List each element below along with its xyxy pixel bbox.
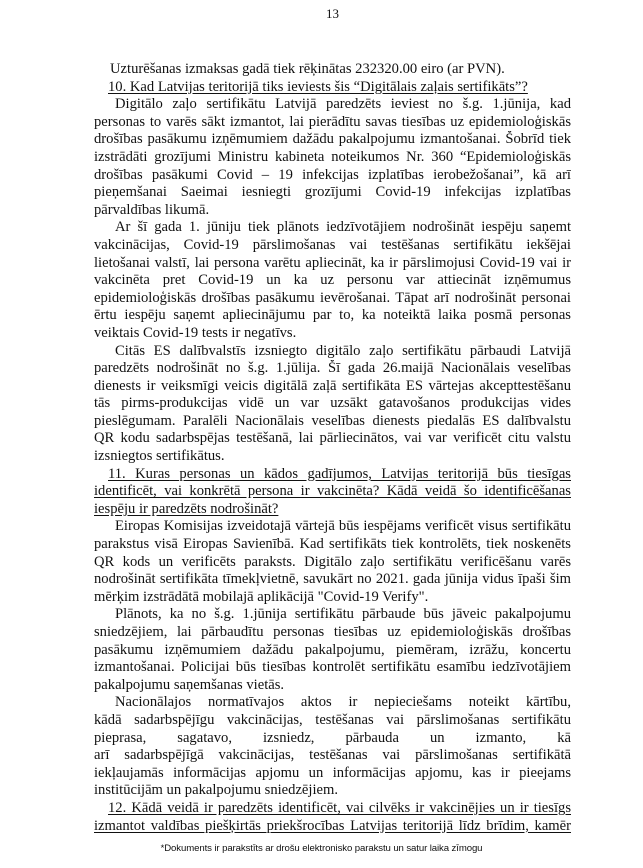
text-line-content: personas to varēs sākt izmantot, lai pierādītu savas tiesības uz epidemioloģiskās	[94, 113, 571, 130]
text-line-content: Digitālo zaļo sertifikātu Latvijā paredzēts ieviest no š.g. 1.jūnija, kad	[115, 96, 571, 113]
page-number: 13	[326, 6, 339, 21]
text-line	[94, 712, 571, 730]
text-line	[94, 360, 571, 378]
question-heading	[94, 800, 571, 835]
text-line-content: pieprasa, sagatavo, izsniedz, pārbauda un izmanto, kā	[94, 729, 571, 746]
text-line	[94, 395, 571, 413]
text-line-content: dienests ir veiksmīgi veicis digitālā zaļā sertifikāta ES vārtejas akcepttestēšanu	[94, 377, 571, 394]
text-line-content: pārvaldības likumā.	[94, 201, 210, 218]
text-line-content: tās pirms-produkcijas vidē un var uzsākt gatavošanos produkcijas vides	[94, 395, 571, 412]
text-line	[94, 677, 571, 695]
text-line	[94, 219, 571, 237]
text-line-content: mērķim izstrādātā mobilajā aplikācijā "Covid-19 Verify".	[94, 588, 429, 605]
text-line	[94, 747, 571, 765]
text-line	[94, 606, 571, 624]
text-line-content: veiktais Covid-19 tests ir negatīvs.	[94, 324, 297, 341]
text-line	[94, 114, 571, 132]
signature-footer-note: *Dokuments ir parakstīts ar drošu elektronisko parakstu un satur laika zīmogu	[160, 843, 483, 854]
text-line	[94, 483, 571, 501]
text-line-content: pakalpojumu saņemšanas vietās.	[94, 676, 285, 693]
text-line	[94, 96, 571, 114]
paragraph	[94, 606, 571, 694]
text-line-content: drošības pasākumi Covid – 19 infekcijas izplatības ierobežošanai”, kā arī	[94, 166, 571, 183]
text-line	[94, 184, 571, 202]
question-heading	[94, 466, 571, 519]
text-line	[94, 536, 571, 554]
text-line-content: Eiropas Komisijas izveidotajā vārtejā būs iespējams verificēt visus sertifikātu	[115, 518, 571, 535]
text-line-content: vakcinēta pret Covid-19 un ka uz personu var attiecināt izņēmumus	[94, 272, 571, 289]
text-line	[94, 624, 571, 642]
text-line-content: arī sadarbspējīgā vakcinācijas, testēšanas vai pārslimošanas sertifikātā	[94, 747, 571, 764]
text-line-content: ērtu iespēju saņemt apliecinājumu par to, ka noteiktā laika posmā personas	[94, 307, 571, 324]
text-line-content: Nacionālajos normatīvajos aktos ir nepieciešams noteikt kārtību,	[115, 694, 571, 711]
text-line	[94, 237, 571, 255]
text-line-content: drošības pasākumu izņēmumiem dažādu pakalpojumu izmantošanai. Šobrīd tiek	[94, 131, 571, 148]
text-line-content: lietošanai valstī, lai persona varētu apliecināt, ka ir pārslimojusi Covid-19 vai ir	[94, 254, 571, 271]
text-line	[94, 290, 571, 308]
text-line-content: Ar šī gada 1. jūniju tiek plānots iedzīvotājiem nodrošināt iespēju saņemt	[115, 219, 571, 236]
paragraph	[94, 61, 571, 79]
text-line-content: iespēju ir paredzēts nodrošināt?	[94, 500, 279, 517]
text-line-content: 10. Kad Latvijas teritorijā tiks ieviests šis “Digitālais zaļais sertifikāts”?	[108, 78, 528, 95]
text-line	[94, 518, 571, 536]
text-line	[94, 501, 571, 519]
text-line	[94, 131, 571, 149]
text-line	[94, 466, 571, 484]
text-line	[94, 272, 571, 290]
text-line-content: pasākumu izņēmumiem dažādu pakalpojumu, piemēram, izrāžu, koncertu	[94, 641, 571, 658]
text-line-content: Plānots, ka no š.g. 1.jūnija sertifikātu pārbaude būs jāveic pakalpojumu	[115, 606, 571, 623]
text-line	[94, 730, 571, 748]
text-line-content: Uzturēšanas izmaksas gadā tiek rēķinātas 232320.00 eiro (ar PVN).	[110, 61, 505, 77]
text-line-content: izstrādāti grozījumi Ministru kabineta noteikumos Nr. 360 “Epidemioloģiskās	[94, 148, 571, 165]
text-line-content: institūcijām un pakalpojumu sniedzējiem.	[94, 782, 338, 799]
text-line-content: iekļaujamās informācijas apjomu un informācijas apjomu, kas ir pieejams	[94, 764, 571, 781]
text-line	[94, 430, 571, 448]
text-line-content: QR kodu sadarbspējas testēšanā, lai pārliecinātos, vai var verificēt citu valstu	[94, 430, 571, 447]
text-line-content: sniedzējiem, lai pārbaudītu personas tiesības uz epidemioloģiskās drošības	[94, 624, 571, 640]
paragraph	[94, 219, 571, 342]
text-line	[94, 659, 571, 677]
text-line	[94, 782, 571, 800]
text-line	[94, 378, 571, 396]
question-heading	[94, 79, 571, 97]
text-line	[94, 448, 571, 466]
text-line-content: izmantošanai. Policijai būs tiesības kontrolēt sertifikātu esamību iedzīvotājiem	[94, 659, 571, 676]
text-line-content: epidemioloģiskās drošības pasākumu ievērošanai. Tāpat arī nodrošināt personai	[94, 289, 571, 306]
text-line-content: izsniegtos sertifikātus.	[94, 448, 225, 465]
text-line-content: kādā sadarbspējīgu vakcinācijas, testēšanas vai pārslimošanas sertifikātu	[94, 711, 571, 728]
text-line-content: 12. Kādā veidā ir paredzēts identificēt, vai cilvēks ir vakcinējies un ir tiesīgs	[108, 799, 571, 816]
text-line	[94, 167, 571, 185]
text-line-content: parakstus visā Eiropas Savienībā. Kad sertifikāts tiek kontrolēts, tiek noskenēts	[94, 536, 571, 553]
text-line-content: vakcinācijas, Covid-19 pārslimošanas vai testēšanas sertifikātu iekšējai	[94, 236, 571, 253]
text-line	[94, 694, 571, 712]
text-line	[94, 413, 571, 431]
text-line-content: izmantot valdības piešķirtās priekšrocības Latvijas teritorijā līdz brīdim, kamēr	[94, 817, 571, 834]
text-line-content: pieņemšanai Saeimai iesniegti grozījumi Covid-19 infekcijas izplatības	[94, 184, 571, 201]
text-line	[94, 818, 571, 836]
text-line-content: paredzēts nodrošināt no š.g. 1.jūlija. Šī gada 26.maijā Nacionālais veselības	[94, 360, 571, 377]
paragraph	[94, 694, 571, 800]
text-line	[94, 765, 571, 783]
text-line	[94, 255, 571, 273]
text-line-content: QR kods un verificēts paraksts. Digitālo zaļo sertifikātu verificēšanu varēs	[94, 553, 571, 570]
text-line	[94, 79, 571, 97]
text-line-content: Citās ES dalībvalstīs izsniegto digitālo zaļo sertifikātu pārbaudi Latvijā	[115, 342, 571, 359]
document-body	[94, 61, 571, 835]
text-line	[94, 61, 571, 79]
text-line-content: nodrošināt sertifikāta tīmekļvietnē, savukārt no 2021. gada jūnija vidus īpaši šim	[94, 571, 571, 588]
text-line	[94, 202, 571, 220]
text-line	[94, 571, 571, 589]
paragraph	[94, 96, 571, 219]
text-line	[94, 325, 571, 343]
text-line	[94, 343, 571, 361]
paragraph	[94, 518, 571, 606]
text-line	[94, 554, 571, 572]
text-line-content: pieslēgumam. Paralēli Nacionālais veselības dienests piedalās ES dalībvalstu	[94, 412, 571, 429]
text-line	[94, 307, 571, 325]
text-line	[94, 800, 571, 818]
text-line	[94, 149, 571, 167]
text-line-content: 11. Kuras personas un kādos gadījumos, Latvijas teritorijā būs tiesīgas	[108, 465, 571, 482]
text-line	[94, 589, 571, 607]
text-line	[94, 642, 571, 660]
paragraph	[94, 343, 571, 466]
text-line-content: identificēt, vai konkrētā persona ir vakcinēta? Kādā veidā šo identificēšanas	[94, 483, 571, 500]
